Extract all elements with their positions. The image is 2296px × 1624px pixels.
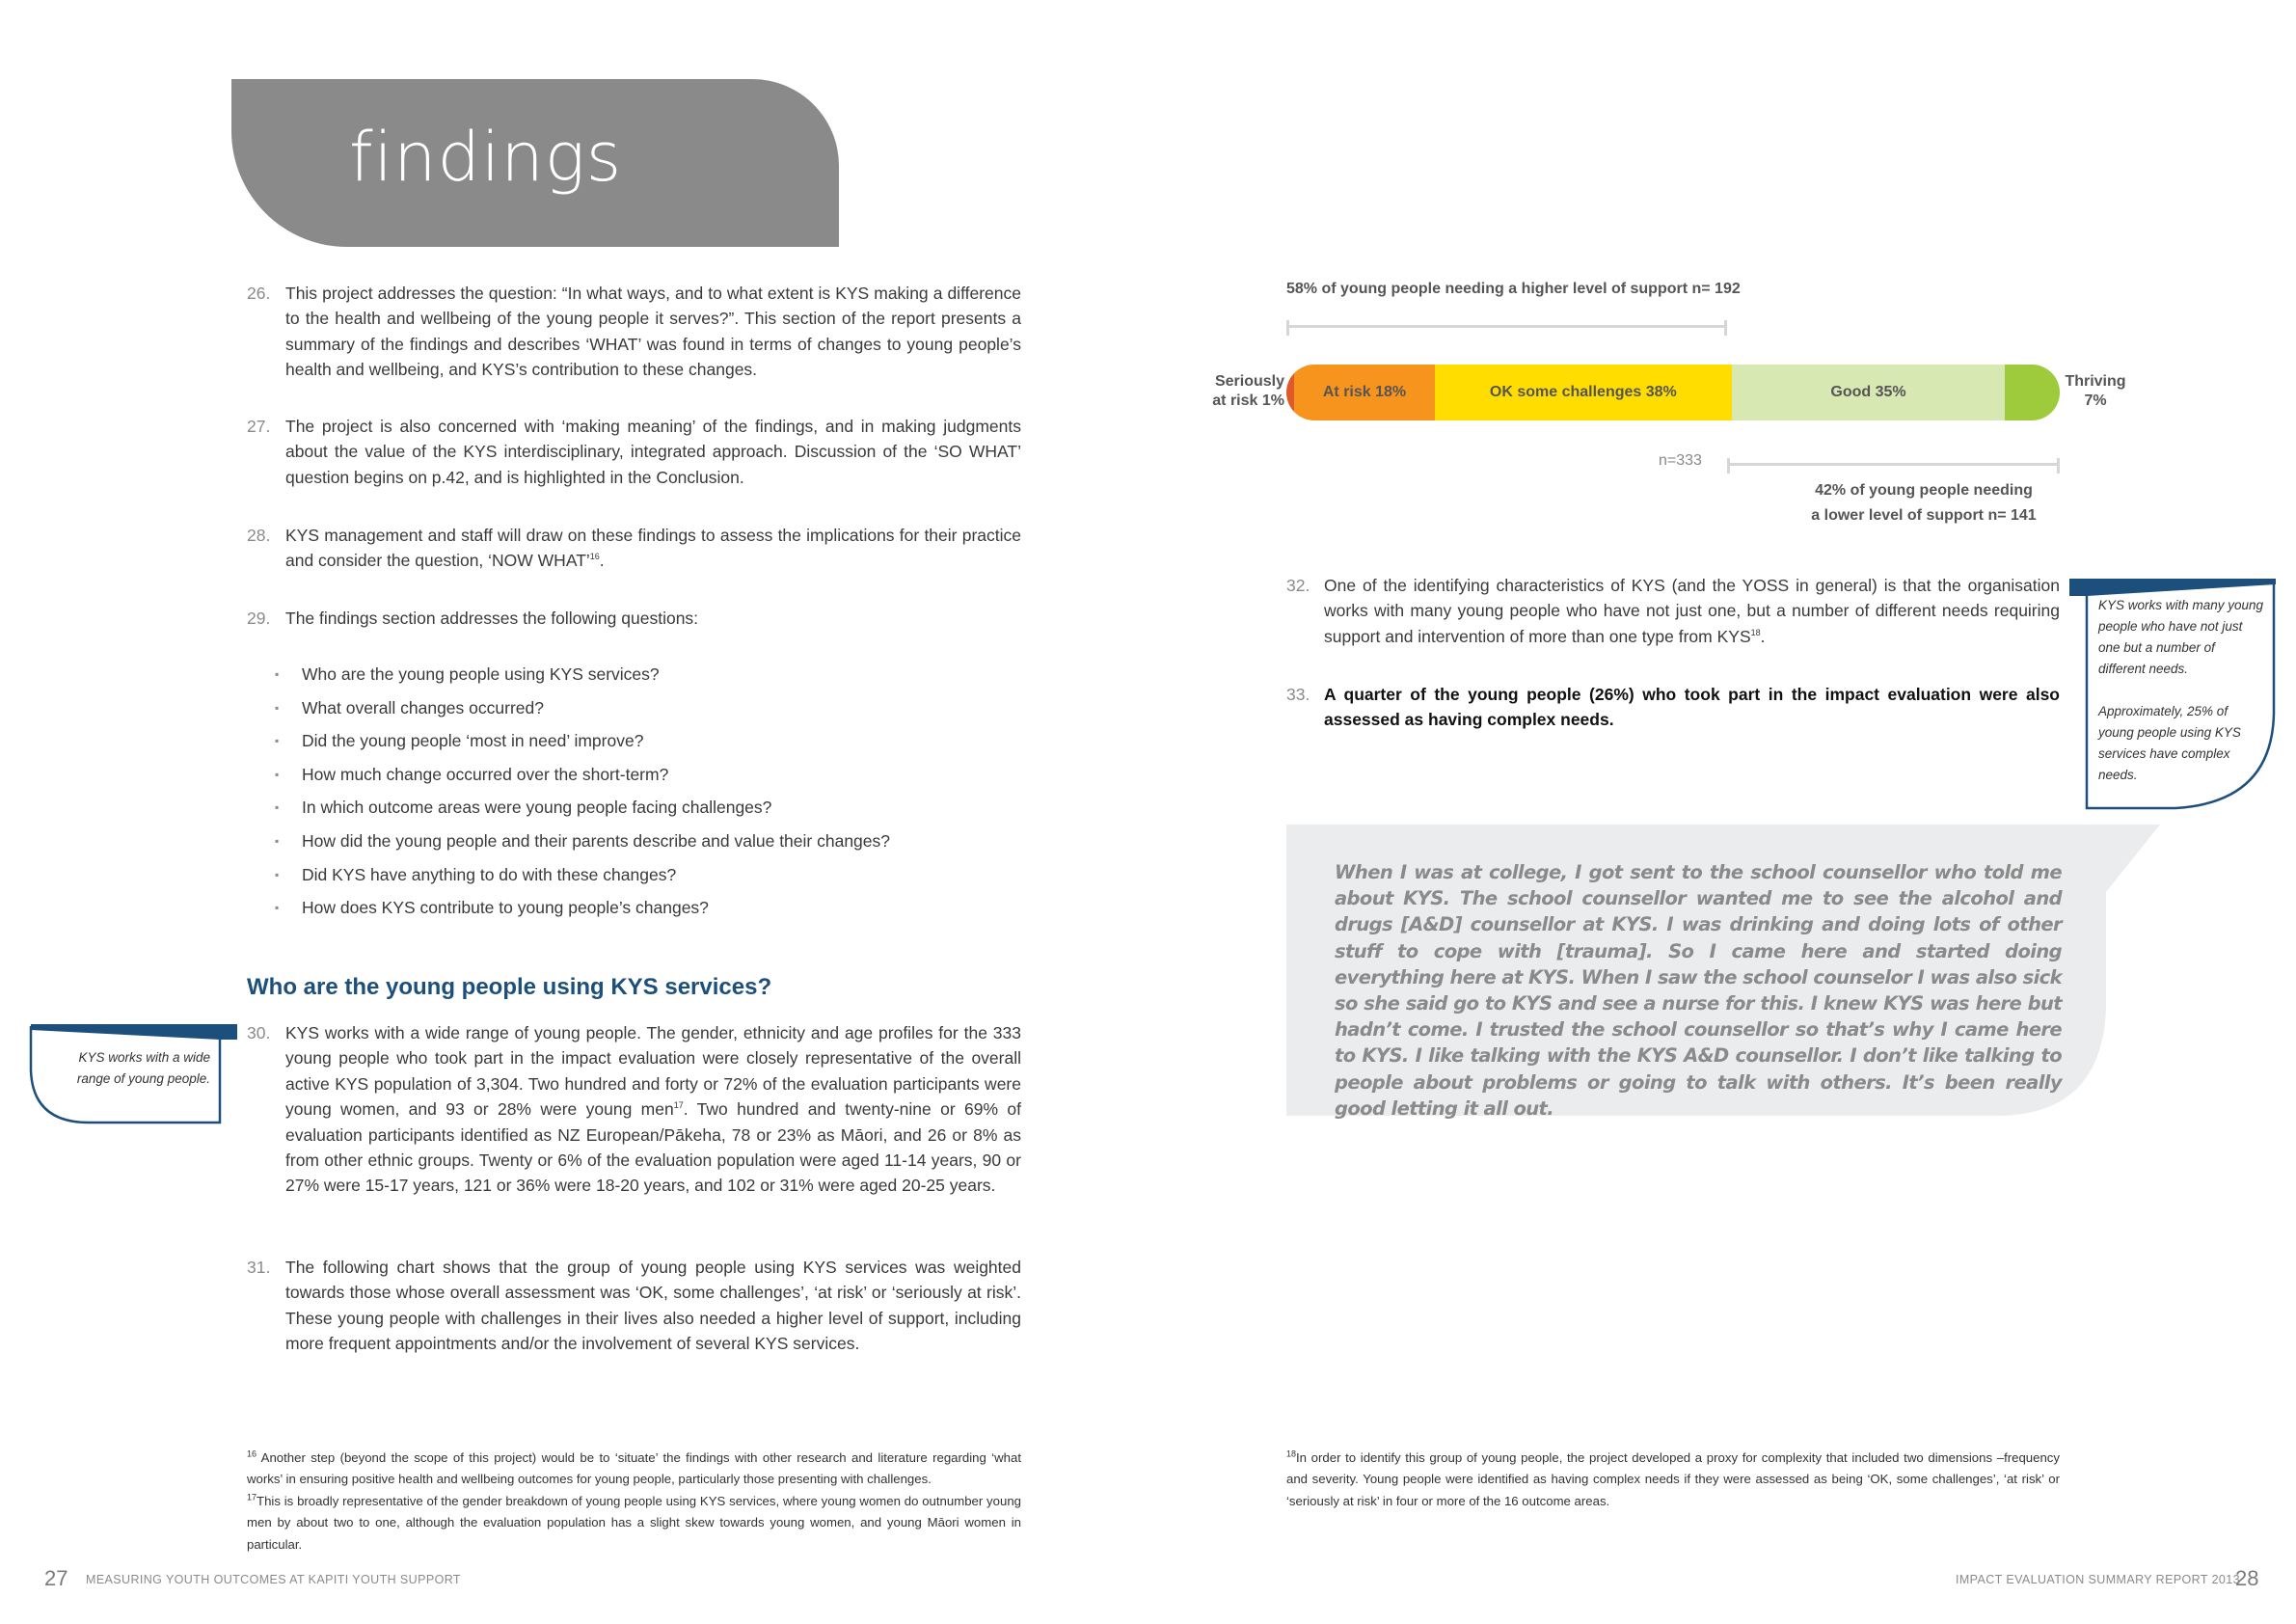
question-list-item xyxy=(275,762,669,787)
para-number: 33. xyxy=(1286,685,1310,704)
lower-label-line1: 42% of young people needing xyxy=(1815,482,2033,499)
bullet-icon: ▪ xyxy=(275,867,280,881)
footer-title-left: MEASURING YOUTH OUTCOMES AT KAPITI YOUTH SUPPORT xyxy=(86,1573,461,1586)
chart-annotation-higher: 58% of young people needing a higher level of support n= 192 xyxy=(1286,281,1741,297)
question-list-item xyxy=(275,728,644,753)
bar-segment-at-risk xyxy=(1294,365,1435,420)
bullet-icon: ▪ xyxy=(275,734,280,748)
para-number: 32. xyxy=(1286,576,1310,595)
bracket-lower-support xyxy=(1727,463,2060,466)
bullet-icon: ▪ xyxy=(275,767,280,781)
question-list-item xyxy=(275,895,709,920)
footnote-17-text: This is broadly representative of the gender breakdown of young people using KYS services, where young women do outnumber young men by about two to one, although the evaluation population has a slight skew towards young women, and young Māori women in particular. xyxy=(247,1493,1021,1552)
outside-label-right xyxy=(2064,372,2127,411)
question-text: How does KYS contribute to young people’s changes? xyxy=(302,898,709,918)
callout-text-right xyxy=(2098,595,2264,786)
bullet-icon: ▪ xyxy=(275,667,280,681)
para-number: 31. xyxy=(247,1258,271,1277)
page-number-right: 28 xyxy=(2235,1566,2259,1590)
question-text: How did the young people and their parents describe and value their changes? xyxy=(302,831,890,851)
para-number: 28. xyxy=(247,526,271,545)
question-text: Did the young people ‘most in need’ improve? xyxy=(302,731,644,751)
seriously-label-line2: at risk 1% xyxy=(1212,392,1284,409)
bullet-icon: ▪ xyxy=(275,901,280,915)
para-number: 30. xyxy=(247,1023,271,1042)
footnote-ref-17[interactable]: 17 xyxy=(673,1100,684,1111)
callout-text-left: KYS works with a wide range of young people. xyxy=(76,1050,210,1086)
paragraph-31: The following chart shows that the group of young people using KYS services was weighted towards those whose overall assessment was ‘OK, some challenges’, ‘at risk’ or ‘seriously at risk’. These young people with challenges in their lives also needed a higher level of support, including more frequent appointments and/or the involvement of several KYS services. xyxy=(285,1258,1021,1354)
question-list-item xyxy=(275,695,544,720)
question-text: Who are the young people using KYS services? xyxy=(302,664,660,684)
bar-segment-seriously-at-risk xyxy=(1286,365,1294,420)
stacked-bar xyxy=(1286,365,2060,420)
lower-label-line2: a lower level of support n= 141 xyxy=(1811,507,2037,524)
paragraph-33: A quarter of the young people (26%) who took part in the impact evaluation were also assessed as having complex needs. xyxy=(1324,685,2060,730)
paragraph-28-text: KYS management and staff will draw on these findings to assess the implications for their practice and consider the question, ‘NOW WHAT’ xyxy=(285,526,1021,571)
question-text: Did KYS have anything to do with these changes? xyxy=(302,864,677,884)
paragraph-30-text-b: . Two hundred and twenty-nine or 69% of evaluation participants identified as NZ European/Pākeha, 78 or 23% as Māori, and 26 or 8% as from other ethnic groups. Twenty or 6% of the evaluation population were aged 11-14 years, 90 or 27% were 15-17 years, 121 or 36% were 18-20 years, and 102 or 31% were aged 20-25 years. xyxy=(285,1099,1021,1196)
question-list-item xyxy=(275,828,890,853)
bar-segment-good xyxy=(1732,365,2006,420)
findings-header-banner xyxy=(231,79,839,247)
page-title: findings xyxy=(349,118,623,197)
paragraph-29: The findings section addresses the following questions: xyxy=(285,609,699,628)
callout-header-band xyxy=(2069,579,2276,596)
bar-segment-label: Good 35% xyxy=(1830,384,1906,400)
callout-right-line2: Approximately, 25% of young people using KYS services have complex needs. xyxy=(2098,704,2241,782)
question-list-item xyxy=(275,662,660,687)
footnote-marker-18: 18 xyxy=(1286,1448,1297,1459)
paragraph-28-tail: . xyxy=(599,551,605,571)
callout-right-line1: KYS works with many young people who have not just one but a number of different needs. xyxy=(2098,598,2264,676)
footnote-marker-17: 17 xyxy=(247,1492,257,1502)
paragraph-30 xyxy=(285,1020,1021,1199)
footnote-marker-16: 16 xyxy=(247,1448,257,1459)
outside-label-left xyxy=(1202,372,1284,411)
bar-segment-ok-some-challenges xyxy=(1435,365,1732,420)
question-text: How much change occurred over the short-term? xyxy=(302,764,669,784)
thriving-label-line1: Thriving xyxy=(2065,373,2126,390)
footer-title-right: IMPACT EVALUATION SUMMARY REPORT 2013 xyxy=(1956,1573,2240,1586)
paragraph-32-text: One of the identifying characteristics of KYS (and the YOSS in general) is that the organisation works with many young people who have not just one, but a number of different needs requiring support and intervention of more than one type from KYS xyxy=(1324,576,2060,646)
paragraph-26: This project addresses the question: “In what ways, and to what extent is KYS making a difference to the health and wellbeing of the young people it serves?”. This section of the report presents a summary of the findings and describes ‘WHAT’ was found in terms of changes to young people’s health and wellbeing, and KYS’s contribution to these changes. xyxy=(285,284,1021,380)
question-list-item xyxy=(275,862,677,887)
paragraph-27: The project is also concerned with ‘making meaning’ of the findings, and in making judgments about the value of the KYS interdisciplinary, integrated approach. Discussion of the ‘SO WHAT’ question begins on p.42, and is highlighted in the Conclusion. xyxy=(285,417,1021,487)
bar-segment-label: OK some challenges 38% xyxy=(1489,384,1677,400)
seriously-label-line1: Seriously xyxy=(1214,373,1284,390)
para-number: 29. xyxy=(247,609,271,628)
question-text: In which outcome areas were young people facing challenges? xyxy=(302,798,772,818)
bar-segment-label: At risk 18% xyxy=(1322,384,1407,400)
bar-segment-thriving xyxy=(2005,365,2060,420)
testimonial-quote: When I was at college, I got sent to the school counsellor who told me about KYS. The school counsellor wanted me to see the alcohol and drugs [A&D] counsellor at KYS. I was drinking and doing lots of other stuff to cope with [trauma]. So I came here and started doing everything here at KYS. When I saw the school counselor I was also sick so she said go to KYS and see a nurse for this. I knew KYS was here but hadn’t come. I trusted the school counsellor so that’s why I came here to KYS. I like talking with the KYS A&D counsellor. I don’t like talking to people about problems or going to talk with others. It’s been really good letting it all out. xyxy=(1335,861,2062,1120)
bullet-icon: ▪ xyxy=(275,834,280,848)
chart-annotation-lower xyxy=(1736,478,2112,528)
bullet-icon: ▪ xyxy=(275,800,280,815)
bracket-higher-support xyxy=(1286,325,1727,328)
callout-header-band xyxy=(31,1024,237,1040)
chart-total-n: n=333 xyxy=(1659,452,1702,469)
paragraph-32-tail: . xyxy=(1760,626,1766,646)
section-heading: Who are the young people using KYS services? xyxy=(247,974,772,1000)
paragraph-30-text-a: KYS works with a wide range of young people. The gender, ethnicity and age profiles for the 333 young people who took part in the impact evaluation were closely representative of the overall active KYS population of 3,304. Two hundred and forty or 72% of the evaluation participants were young women, and 93 or 28% were young men xyxy=(285,1023,1021,1120)
para-number: 27. xyxy=(247,417,271,436)
thriving-label-line2: 7% xyxy=(2084,392,2107,409)
question-list-item xyxy=(275,795,772,820)
para-number: 26. xyxy=(247,284,271,303)
footnote-16-text: Another step (beyond the scope of this project) would be to ‘situate’ the findings with other research and literature regarding ‘what works’ in ensuring positive health and wellbeing outcomes for young people, particularly those presenting with challenges. xyxy=(247,1450,1021,1487)
footnote-ref-18[interactable]: 18 xyxy=(1750,627,1761,637)
footnote-18-text: In order to identify this group of young people, the project developed a proxy for complexity that included two dimensions –frequency and severity. Young people were identified as having complex needs if they were assessed as being ‘OK, some challenges’, ‘at risk’ or ‘seriously at risk’ in four or more of the 16 outcome areas. xyxy=(1286,1450,2060,1508)
question-text: What overall changes occurred? xyxy=(302,697,544,717)
page-number-left: 27 xyxy=(44,1566,68,1590)
bullet-icon: ▪ xyxy=(275,700,280,715)
footnotes-left xyxy=(247,1448,1021,1556)
footnote-ref-16[interactable]: 16 xyxy=(589,552,600,562)
footnote-right xyxy=(1286,1448,2060,1512)
paragraph-32 xyxy=(1324,573,2060,649)
paragraph-28 xyxy=(285,523,1021,574)
